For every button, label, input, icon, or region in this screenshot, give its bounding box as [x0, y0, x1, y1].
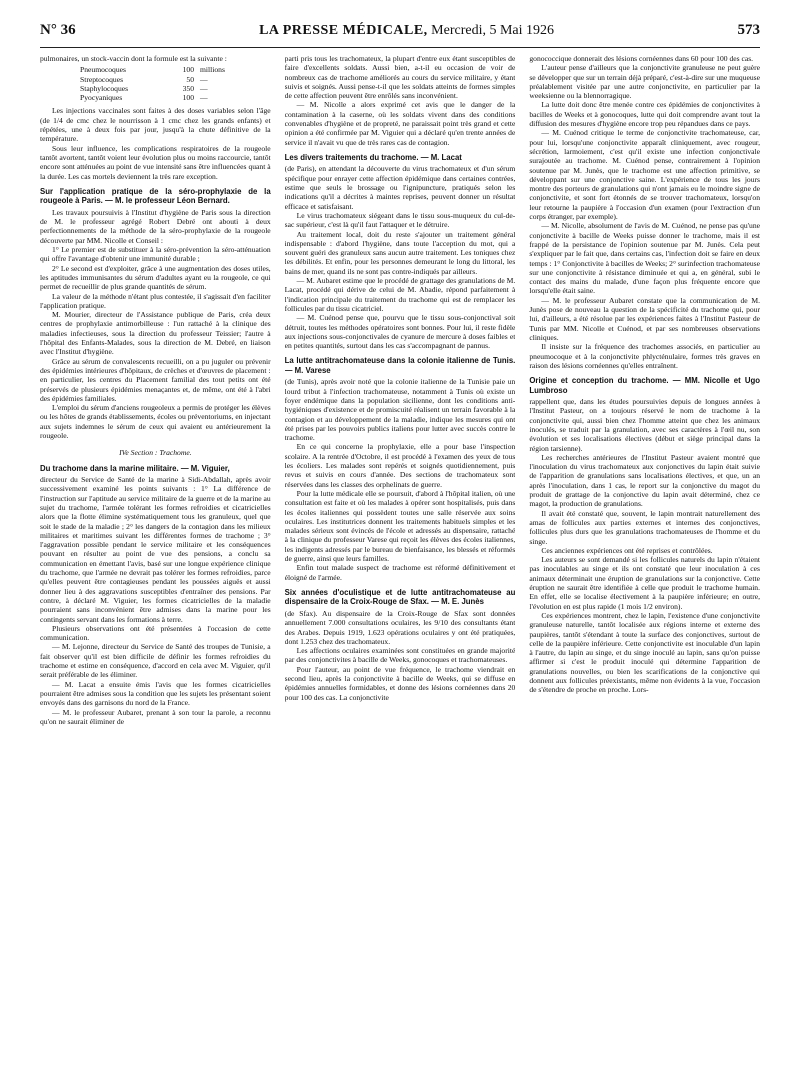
paragraph: Sous leur influence, les complications respiratoires de la rougeole tantôt avortent, tantôt voient leur évolution plus ou moins raccourcie, tantôt encore sont atténuées au point de vue intensité sans être influencées quant à la durée. Les cas mortels deviennent la très rare exception. [40, 143, 271, 181]
column-1 [40, 54, 271, 1074]
paragraph: Ces expériences montrent, chez le lapin, l'existence d'une conjonctivite granuleuse naturelle, tantôt localisée aux régions interne et externe des paupières, tantôt s'étendant à toute la surface des conjonctives, surtout de celle de la paupière inférieure. Cette conjonctivite est inoculable d'un lapin à l'autre, du lapin au singe, et du singe inoculé au lapin, sans qu'on puisse affirmer si c'est le produit inoculé qui détermine l'apparition de granulations nouvelles, ou bien les scarifications de la conjonctive qui donnent aux follicules préexistants, même non évidents à la vue, l'occasion de s'étendre de proche en proche. Lors- [529, 610, 761, 695]
paragraph: Grâce au sérum de convalescents recueilli, on a pu juguler ou prévenir des épidémies intérieures d'hôpitaux, de crèches et d'œuvres de placement : en particulier, les centres du Placement familial des tout petits ont été préservés de plusieurs épidémies menaçantes et, de même, ont été à l'abri des épidémies familiales. [40, 356, 271, 403]
paragraph: L'emploi du sérum d'anciens rougeoleux a permis de protéger les élèves ou les hôtes de grands établissements, écoles ou préventoriums, en injectant aux sujets indemnes le sérum de ceux qui avaient eu antérieurement la rougeole. [40, 403, 271, 440]
paragraph: Il insiste sur la fréquence des trachomes associés, en particulier au pneumocoque et à la conjonctivite phlycténulaire, formes très graves en raison des lésions cornéennes qu'elles entraînent. [529, 342, 761, 370]
paragraph: La valeur de la méthode n'étant plus contestée, il s'agissait d'en faciliter l'application pratique. [40, 291, 271, 310]
paragraph: — M. Lacat a ensuite émis l'avis que les formes cicatricielles pourraient être admises sous la condition que les sujets les présentant soient envoyés dans des garnisons du nord de la France. [40, 679, 271, 708]
paragraph: — M. Cuénod pense que, pourvu que le tissu sous-conjonctival soit détruit, toutes les méthodes opératoires sont bonnes. Pour lui, il reste fidèle aux injections sous-conjonctivales de cyanure de mercure à doses faibles et en petites quantités, surtout dans les cas s'accompagnant de pannus. [284, 313, 516, 351]
paragraph: 1° Le premier est de substituer à la séro-prévention la séro-atténuation qui offre l'avantage d'obtenir une immunité durable ; [40, 245, 271, 264]
paragraph: — M. le professeur Aubaret, prenant à son tour la parole, a reconnu qu'on ne saurait éliminer de [40, 707, 271, 726]
paragraph: Les injections vaccinales sont faites à des doses variables selon l'âge (de 1/4 de cmc chez le nourrisson à 1 cmc chez les grands enfants) et répétées, une à deux fois par jour, jusqu'à la chute définitive de la température. [40, 106, 271, 144]
page-header [40, 22, 760, 46]
paragraph: — M. Cuénod critique le terme de conjonctivite trachomateuse, car, pour lui, lorsqu'une conjonctivite apparaît cliniquement, avec rougeur, sécrétion, larmoiement, c'est qu'il existe une infection conjonctivale surajoutée au trachome. M. Cuénod pense, contrairement à l'opinion soutenue par M. Junès, que le trachome est une affection primitive, se développant sur une conjonctive saine. L'expérience de tous les jours montre des porteurs de granulations qui n'ont jamais eu le moindre signe de conjonctivite, et sont fort étonnés de se trouver trachomateux, lorsqu'on leur retourne la paupière à l'occasion d'un examen (pour l'extraction d'un corps étranger, par exemple). [529, 128, 761, 222]
paragraph: Le virus trachomateux siégeant dans le tissu sous-muqueux du cul-de-sac supérieur, c'est là qu'il faut l'attaquer et le détruire. [284, 210, 516, 230]
paragraph: Les auteurs se sont demandé si les follicules naturels du lapin n'étaient pas inoculables au singe et ils ont constaté que leur inoculation à ces animaux déterminait une éruption de granulations sur la conjonctive. Cette éruption ne saurait être identifiée à celle que produit le trachome humain. En effet, elle se localise électivement à la paupière inférieure; en outre, l'évolution en est plus rapide (1 mois 1/2 environ). [529, 555, 761, 611]
formula-name: Pyocyaniques [80, 93, 123, 103]
paragraph: gonococcique donnerait des lésions cornéennes dans 60 pour 100 des cas. [529, 54, 754, 63]
column-2 [285, 54, 516, 1074]
section-title: IVe Section : Trachome. [119, 448, 192, 458]
paragraph: directeur du Service de Santé de la marine à Sidi-Abdallah, après avoir successivement examiné les points suivants : 1° La différence de l'instruction sur l'aptitude au service militaire de la guerre et de la marine au sujet du trachome, l'armée tolérant les formes refroidies et cicatricielles alors que la flotte élimine systématiquement tous les granuleux, quel que soit le stade de la maladie ; 2° les dangers de la contagion dans les milieux militaires et maritimes suivant les différentes formes de trachome ; 3° l'aggravation possible pendant le service militaire et les conséquences pouvant en résulter au point de vue des pensions, a conclu sa communication en émettant l'avis, basé sur une longue expérience clinique du trachome, que l'armée ne devrait pas tolérer les formes refroidies, parce qu'elles peuvent être contagieuses pendant les poussées aiguës et aussi donner lieu à des aggravations susceptibles d'entraîner des pensions. Par contre, à déclaré M. Viguier, les formes cicatricielles de la maladie pourraient sans inconvénient être admises dans la marine pour les contingents servant dans les formations à terre. [40, 475, 271, 624]
formula-value: 100 [182, 93, 194, 103]
formula-value: 100 [182, 65, 194, 75]
paragraph: — M. Nicolle a alors exprimé cet avis que le danger de la contamination à la caserne, où les soldats vivent dans des conditions convenables d'hygiène et de propreté, ne paraissait point très grand et cette opinion a été confirmée par M. Viguier qui a déclaré qu'en trente années de service il n'avait vu que de très rares cas de contagion. [284, 100, 516, 147]
formula-unit: — [200, 83, 208, 93]
issue-number: N° 36 [40, 22, 76, 38]
formula-row [80, 75, 250, 84]
section-heading: Six années d'oculistique et de lutte antitrachomateuse au dispensaire de la Croix-Rouge de Sfax. — M. E. Junès [284, 587, 516, 607]
formula-row [80, 84, 250, 93]
paragraph: — M. le professeur Aubaret constate que la communication de M. Junès pose de nouveau la question de la spécificité du trachome qui, pour lui, d'ailleurs, a été résolue par les expériences faites à l'Institut Pasteur de Tunis par MM. Nicolle et Cuénod, et par ses nombreuses observations cliniques. [529, 295, 761, 342]
formula-unit: — [200, 93, 208, 103]
formula-value: 350 [182, 83, 194, 93]
paragraph: En ce qui concerne la prophylaxie, elle a pour base l'inspection scolaire. A la rentrée d'Octobre, il est procédé à l'examen des yeux de tous les écoliers. Les malades sont repérés et soignés quotidiennement, puis revus et suivis en cours d'année. Des sections de trachomateux sont réservées dans les classes des orphelinats de guerre. [284, 442, 516, 489]
paragraph: parti pris tous les trachomateux, la plupart d'entre eux étant susceptibles de faire d'excellents soldats. Aussi bien, a-t-il eu occasion de voir de nombreux cas de trachome améliorés au cours du service militaire, y étant suivis et soignés. Aussi pense-t-il que les soldats atteints de formes simples de cette affection peuvent être enrôlés sans inconvénient. [284, 54, 516, 101]
formula-row [80, 65, 250, 74]
paragraph: L'auteur pense d'ailleurs que la conjonctivite granuleuse ne peut guère se développer que sur un terrain déjà préparé, c'est-à-dire sur une muqueuse préalablement visitée par une autre conjonctivite, en particulier par la weeksienne ou la blennorragique. [529, 63, 761, 101]
paragraph: (de Tunis), après avoir noté que la colonie italienne de la Tunisie paie un lourd tribut à l'infection trachomateuse, notamment à Tunis où existe un foyer endémique dans la population sicilienne, dont les conditions anti-hygiéniques d'existence et de promiscuité réalisent un terrain favorable à la contagion et au développement de la maladie, indique les mesures qui ont été prises par les pouvoirs publics italiens pour lutter avec succès contre le trachome. [284, 377, 516, 443]
paragraph: Les affections oculaires examinées sont constituées en grande majorité par des conjonctivites à bacille de Weeks, gonocoques et trachomateuses. [284, 646, 516, 665]
article-columns [40, 54, 760, 1074]
formula-value: 50 [186, 74, 194, 84]
header-rule [40, 47, 760, 48]
paragraph: 2° Le second est d'exploiter, grâce à une augmentation des doses utiles, les aptitudes immunisantes du sérum d'adultes ayant eu la rougeole, ce qui permet de recueillir de plus grande quantités de sérum. [40, 263, 271, 292]
formula-unit: millions [200, 65, 225, 75]
paragraph: Ces anciennes expériences ont été reprises et contrôlées. [541, 545, 713, 555]
paragraph: Plusieurs observations ont été présentées à l'occasion de cette communication. [40, 623, 271, 643]
paragraph: (de Paris), en attendant la découverte du virus trachomateux et d'un sérum spécifique pour enrayer cette affection épidémique dans certaines contrées, estime que seuls le brossage ou l'ignipuncture, pratiqués selon les indications qu'il a décrites à maintes reprises, peuvent donner un résultat efficace et satisfaisant. [284, 164, 516, 211]
formula-name: Pneumocoques [80, 65, 126, 75]
paragraph: M. Mourier, directeur de l'Assistance publique de Paris, créa deux centres de prophylaxie antimorbilleuse : l'un rattaché à la clinique des maladies infectieuses, sous la direction du professeur Teissier; l'autre à l'hôpital des Enfants-Malades, sous la direction de M. Debré, en liaison avec l'Institut d'hygiène. [40, 310, 271, 357]
page-number: 573 [737, 22, 760, 38]
formula-unit: — [200, 74, 208, 84]
journal-name: LA PRESSE MÉDICALE, [259, 23, 428, 38]
paragraph: Pour la lutte médicale elle se poursuit, d'abord à l'hôpital italien, où une consultation est faite et où les malades à opérer sont hospitalisés, puis dans les écoles italiennes qui possèdent toutes une salle réservée aux soins oculaires. Les institutrices donnent les traitements habituels simples et les malades sérieux sont évincés de l'école et adressés au dispensaire, rattaché à la clinique du professeur Varese qui reçoit les élèves des écoles italiennes, les indigents adressés par le bureau de bienfaisance, les blessés et réformés de guerre, ainsi que leurs familles. [284, 488, 516, 564]
paragraph: pulmonaires, un stock-vaccin dont la formule est la suivante : [40, 54, 227, 63]
paragraph: Les recherches antérieures de l'Institut Pasteur avaient montré que l'inoculation du virus trachomateux aux conjonctives du lapin était suivie de l'apparition de granulations sans localisations électives, et que, un an après l'inoculation, dans 1 cas, le report sur la conjonctive du magot du produit de grattage de la conjonctive du lapin avait déterminé, chez ce magot, la production de granulations. [529, 452, 761, 509]
running-title [259, 23, 554, 39]
column-3 [529, 54, 760, 1074]
paragraph: — M. Lejonne, directeur du Service de Santé des troupes de Tunisie, a fait observer qu'il est bien difficile de définir les formes refroidies du trachome et estime en conséquence, d'accord en cela avec M. Viguier, qu'il serait préférable de les éliminer. [40, 642, 271, 680]
formula-name: Staphylocoques [80, 83, 129, 93]
section-heading: Les divers traitements du trachome. — M. Lacat [284, 152, 462, 162]
paragraph: La lutte doit donc être menée contre ces épidémies de conjonctivites à bacilles de Weeks et à gonocoques, lutte qui doit comprendre avant tout la diffusion des mesures d'hygiène encore trop peu répandues dans ce pays. [529, 100, 761, 129]
paragraph: rappellent que, dans les études poursuivies depuis de longues années à l'Institut Pasteur, on a toujours réservé le nom de trachome à la conjonctivite qui, aussi bien chez l'homme atteint que chez les animaux inoculés, se traduit par la granulation, avec ses caractères à l'œil nu, son évolution et ses localisations électives (début et siège principal dans la région tarsienne). [529, 397, 761, 453]
section-heading: La lutte antitrachomateuse dans la colonie italienne de Tunis. — M. Varese [284, 356, 516, 375]
paragraph: Enfin tout malade suspect de trachome est réformé définitivement et éloigné de l'armée. [284, 563, 516, 582]
paragraph: — M. Aubaret estime que le procédé de grattage des granulations de M. Lacat, procédé qui dérive de celui de M. Abadie, répond parfaitement à l'indication principale du traitement du trachome qui est de remplacer les follicules par du tissu cicatriciel. [284, 276, 516, 313]
paragraph: Pour l'auteur, au point de vue fréquence, le trachome viendrait en second lieu, après la conjonctivite à bacille de Weeks, qui se diffuse en épidémies annuelles formidables, et donne des lésions cornéennes dans 20 pour 100 des cas. La conjonctivite [284, 664, 516, 702]
section-heading: Sur l'application pratique de la séro-prophylaxie de la rougeole à Paris. — M. le professeur Léon Bernard. [40, 186, 271, 206]
section-heading: Du trachome dans la marine militaire. — M. Viguier, [40, 463, 230, 473]
paragraph: Il avait été constaté que, souvent, le lapin montrait naturellement des amas de follicules aux parties externes et internes des conjonctives, follicules plus durs que les granulations trachomateuses de l'homme et du singe. [529, 508, 761, 546]
formula-row [80, 93, 250, 102]
formula-name: Streptocoques [80, 74, 124, 84]
paragraph: Les travaux poursuivis à l'Institut d'hygiène de Paris sous la direction de M. le professeur agrégé Robert Debré ont abouti à deux perfectionnements de la méthode de la séro-prophylaxie de la rougeole découverte par MM. Nicolle et Conseil : [40, 207, 271, 245]
paragraph: — M. Nicolle, absolument de l'avis de M. Cuénod, ne pense pas qu'une conjonctivite à bacille de Weeks puisse donner le trachome, mais il est frappé de la persistance de l'opinion soutenue par M. Junès. Cela peut s'expliquer par le fait que, dans certains cas, l'infection doit se faire en deux temps : 1° Conjonctivite à bacilles de Weeks; 2° surinfection trachomateuse sur une conjonctivite à résistance diminuée et qui a, en général, subi le contact des mains du malade, d'une façon plus fréquente encore que lorsqu'elle était saine. [529, 221, 761, 296]
paragraph: (de Sfax). Au dispensaire de la Croix-Rouge de Sfax sont données annuellement 7.000 consultations oculaires, les 9/10 des consultants étant des Arabes. Depuis 1919, 1.623 opérations oculaires y ont été pratiquées, dont 1.253 chez des trachomateux. [284, 608, 516, 646]
paragraph: Au traitement local, doit du reste s'ajouter un traitement général indispensable : d'abord l'hygiène, dans toute l'acception du mot, qui a souvent guéri des granuleux sans aucun autre traitement. Les toniques chez les débilités. Et enfin, pour les personnes demeurant le long du littoral, les bains de mer, quand ils ne sont pas contre-indiqués par ailleurs. [284, 229, 516, 276]
issue-date: Mercredi, 5 Mai 1926 [431, 23, 555, 38]
section-heading: Origine et conception du trachome. — MM. Nicolle et Ugo Lumbroso [529, 376, 761, 395]
vaccine-formula [80, 65, 271, 102]
